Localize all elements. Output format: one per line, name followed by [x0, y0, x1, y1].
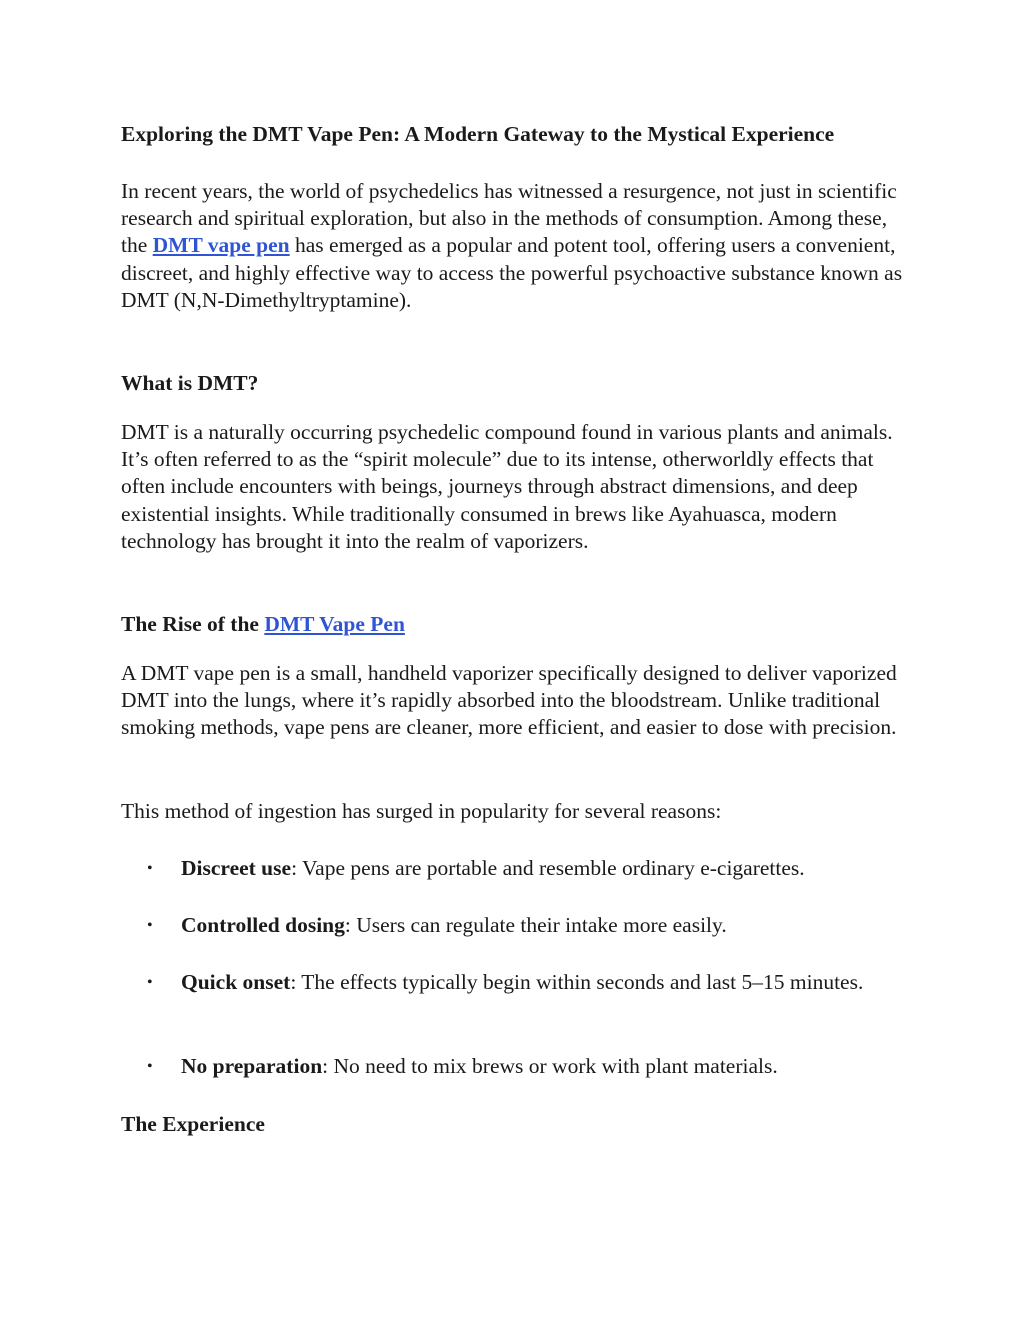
bullet-icon: • — [147, 974, 153, 991]
intro-text-start: In recent years, the world of psychedelics has witnessed a resurgence, not just in scientific research and spiritual exploration, but also in the methods of consumption. Among these, the — [121, 179, 897, 258]
reason-text: : The effects typically begin within seconds and last 5–15 minutes. — [290, 970, 864, 994]
list-item — [147, 1053, 881, 1080]
reason-text: : No need to mix brews or work with plant materials. — [322, 1054, 778, 1078]
list-item — [147, 855, 881, 882]
heading-the-experience: The Experience — [121, 1112, 265, 1136]
document-title: Exploring the DMT Vape Pen: A Modern Gateway to the Mystical Experience — [121, 122, 835, 146]
intro-text-end: has emerged as a popular and potent tool, offering users a convenient, discreet, and highly effective way to access the powerful psychoactive substance known as DMT (N,N-Dimethyltryptamine). — [121, 233, 903, 312]
bullet-icon: • — [147, 860, 153, 877]
intro-paragraph — [121, 178, 911, 314]
list-item — [147, 969, 881, 996]
heading-rise-of-dmt-vape-pen — [121, 610, 405, 638]
bullet-icon: • — [147, 917, 153, 934]
rise-paragraph: A DMT vape pen is a small, handheld vaporizer specifically designed to deliver vaporized DMT into the lungs, where it’s rapidly absorbed into the bloodstream. Unlike traditional smoking methods, vape pens are cleaner, more efficient, and easier to dose with precision. — [121, 661, 897, 740]
reason-term: Discreet use — [181, 856, 292, 880]
heading-what-is-dmt: What is DMT? — [121, 371, 259, 395]
dmt-vape-pen-link[interactable]: DMT vape pen — [152, 233, 290, 258]
list-item — [147, 912, 881, 939]
reason-text: : Users can regulate their intake more easily. — [344, 913, 727, 937]
reason-term: Quick onset — [181, 970, 291, 994]
what-is-dmt-paragraph: DMT is a naturally occurring psychedelic compound found in various plants and animals. It’s often referred to as the “spirit molecule” due to its intense, otherworldly effects that often include encounters with beings, journeys through abstract dimensions, and deep existential insights. While traditionally consumed in brews like Ayahuasca, modern technology has brought it into the realm of vaporizers. — [121, 420, 893, 553]
heading-rise-prefix: The Rise of the — [121, 612, 265, 636]
reason-term: Controlled dosing — [181, 913, 345, 937]
bullet-icon: • — [147, 1058, 153, 1075]
reason-term: No preparation — [181, 1054, 323, 1078]
dmt-vape-pen-heading-link[interactable]: DMT Vape Pen — [264, 612, 405, 636]
reason-text: : Vape pens are portable and resemble ordinary e-cigarettes. — [291, 856, 805, 880]
reasons-intro: This method of ingestion has surged in popularity for several reasons: — [121, 799, 722, 823]
